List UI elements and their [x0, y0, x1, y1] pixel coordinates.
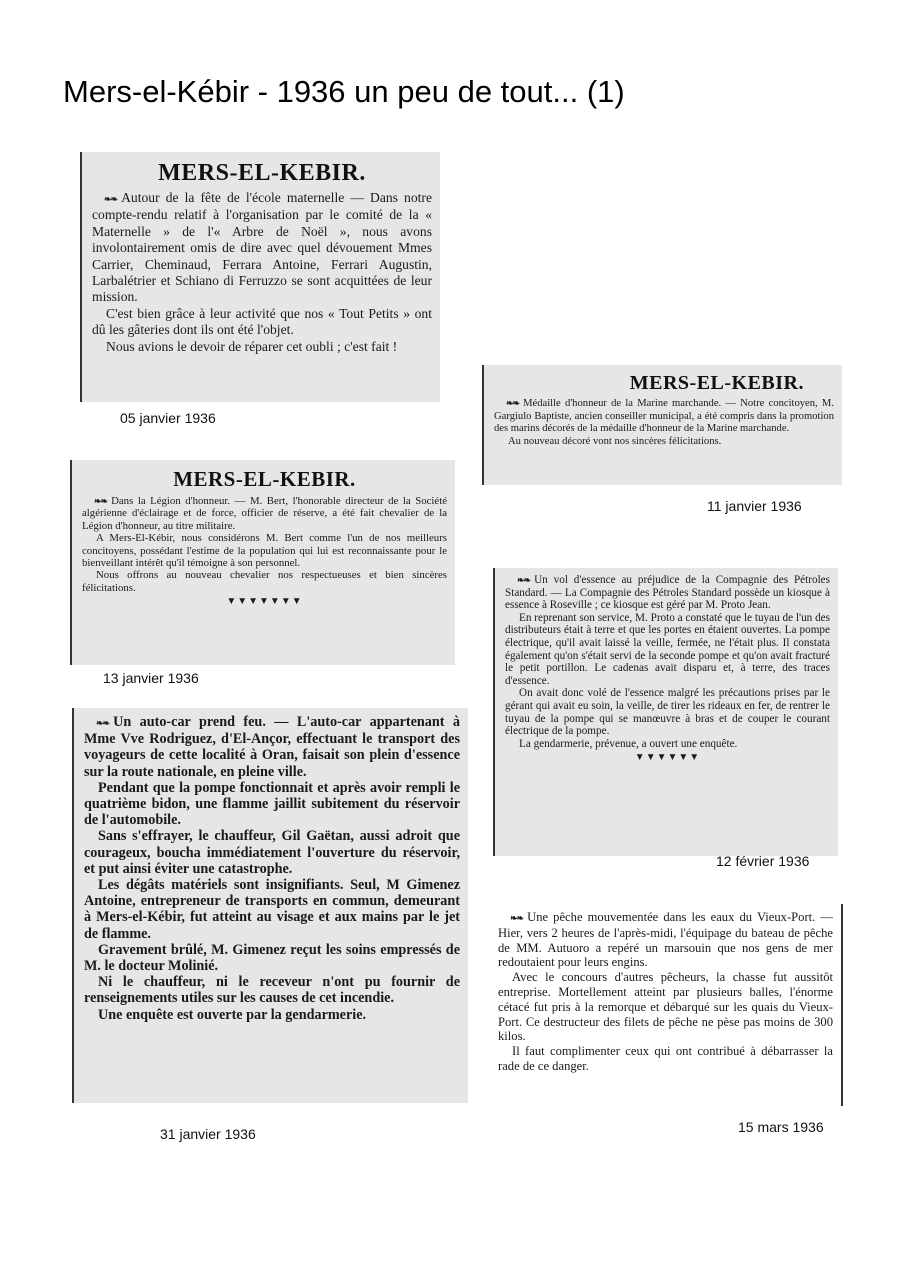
ornament-icon: ❧❧ [517, 575, 531, 585]
ornament-icon: ❧❧ [506, 398, 520, 408]
paragraph: Ni le chauffeur, ni le receveur n'ont pu fournir de renseignements utiles sur les causes de cet incendie. [84, 974, 460, 1007]
paragraph: ❧❧ Un vol d'essence au préjudice de la Compagnie des Pétroles Standard. — La Compagnie des Pétroles Standard possède un kiosque à essence à Roseville ; ce kiosque est géré par M. Proto Jean. [505, 574, 830, 612]
paragraph: C'est bien grâce à leur activité que nos « Tout Petits » ont dû les gâteries dont ils ont été l'objet. [92, 305, 432, 338]
paragraph: La gendarmerie, prévenue, a ouvert une enquête. [519, 737, 738, 750]
clipping-vol-essence [493, 568, 838, 856]
ornament-icon: ❧❧ [104, 194, 118, 204]
paragraph: Il faut complimenter ceux qui ont contribué à débarrasser la rade de ce danger. [498, 1044, 833, 1073]
paragraph: Nous offrons au nouveau chevalier nos respectueuses et bien sincères félicitations. [82, 569, 447, 594]
paragraph: Avec le concours d'autres pêcheurs, la chasse fut aussitôt entreprise. Mortellement atteint par plusieurs balles, l'énorme cétacé fut pris à la remorque et débarqué sur les quais du Vieux-Port. Ce destructeur des filets de pêche ne pèse pas moins de 300 kilos. [498, 970, 833, 1044]
clipping-date: 15 mars 1936 [738, 1119, 824, 1135]
clipping-body [84, 714, 460, 1023]
clipping-body [494, 397, 834, 448]
paragraph: Pendant que la pompe fonctionnait et après avoir rempli le quatrième bidon, une flamme jaillit subitement du réservoir de l'automobile. [84, 779, 460, 829]
ornament-icon: ❧❧ [510, 913, 524, 923]
paragraph: Sans s'effrayer, le chauffeur, Gil Gaëtan, aussi adroit que courageux, boucha immédiatement l'ouverture du réservoir, et put ainsi éviter une catastrophe. [84, 828, 460, 877]
clipping-heading: MERS-EL-KEBIR. [629, 372, 804, 394]
clipping-legion-honneur [70, 460, 455, 665]
paragraph: ❧❧ Médaille d'honneur de la Marine marchande. — Notre concitoyen, M. Gargiulo Baptiste, ancien conseiller municipal, a été compris dans la promotion des marins décorés de la médaille d'honneur de la Marine marchande. [494, 398, 834, 435]
clipping-maternelle [80, 152, 440, 402]
page-title: Mers-el-Kébir - 1936 un peu de tout... (1) [63, 74, 625, 109]
clipping-date: 12 février 1936 [716, 853, 810, 869]
paragraph: A Mers-El-Kébir, nous considérons M. Bert comme l'un de nos meilleurs concitoyens, possédant l'estime de la population qui lui est reconnaissante pour le bienveillant intérêt qu'il témoigne à son personnel. [82, 532, 447, 570]
clipping-peche-vieux-port [488, 904, 843, 1106]
clipping-heading: MERS-EL-KEBIR. [173, 467, 356, 491]
clipping-medaille-marine [482, 365, 842, 485]
ornament-icon: ❧❧ [94, 496, 108, 506]
paragraph: ❧❧ Un auto-car prend feu. — L'auto-car appartenant à Mme Vve Rodriguez, d'El-Ançor, effectuant le transport des voyageurs de cette localité à Oran, faisait son plein d'essence sur la route nationale, en pleine ville. [84, 714, 460, 780]
clipping-body [82, 495, 447, 594]
paragraph: Gravement brûlé, M. Gimenez reçut les soins empressés de M. le docteur Molinié. [84, 941, 460, 975]
paragraph: En reprenant son service, M. Proto a constaté que le tuyau de l'un des distributeurs était à terre et que les portes en étaient ouvertes. La pompe électrique, qu'il avait laissé la veille, fermée, ne l'était plus. Il constata également qu'on s'était servi de la seconde pompe et qu'on avait fracturé le petit portillon. Le cadenas avait disparu et, à terre, des traces d'essence. [505, 611, 830, 687]
clipping-date: 31 janvier 1936 [160, 1126, 256, 1142]
clipping-body [92, 190, 432, 355]
clipping-auto-car [72, 708, 468, 1103]
paragraph: ❧❧ Autour de la fête de l'école maternelle — Dans notre compte-rendu relatif à l'organisation par le comité de la « Maternelle » de l'« Arbre de Noël », nous avons involontairement omis de dire avec quel dévouement Mmes Carrier, Cheminaud, Ferrara Antoine, Ferrari Augustin, Larbalétrier et Schiano di Ferruzzo se sont acquittées de leur mission. [92, 190, 432, 305]
ornament-icon: ❧❧ [96, 718, 110, 728]
paragraph: ❧❧ Dans la Légion d'honneur. — M. Bert, l'honorable directeur de la Société algérienne d'éclairage et de force, officier de réserve, a été fait chevalier de la Légion d'honneur, au titre militaire. [82, 495, 447, 532]
clipping-body [505, 574, 830, 750]
clipping-date: 05 janvier 1936 [120, 410, 216, 426]
paragraph: Les dégâts matériels sont insignifiants. Seul, M Gimenez Antoine, entrepreneur de transports en commun, demeurant à Mers-el-Kébir, fut atteint au visage et aux mains par le jet de flamme. [84, 877, 460, 942]
separator-icon: ▼▼▼▼▼▼ [634, 752, 701, 764]
paragraph: On avait donc volé de l'essence malgré les précautions prises par le gérant qui avait eu soin, la veille, de tirer les rideaux en fer, de rentrer le tuyau de la pompe qui se manœuvre à bras et de couper le courant électrique de la pompe. [505, 687, 830, 738]
clipping-date: 11 janvier 1936 [707, 498, 802, 514]
paragraph: ❧❧ Une pêche mouvementée dans les eaux du Vieux-Port. — Hier, vers 2 heures de l'après-midi, l'équipage du bateau de pêche de MM. Autuoro a repéré un marsouin que nos gens de mer redoutaient pour leurs engins. [498, 910, 833, 970]
paragraph: Une enquête est ouverte par la gendarmerie. [98, 1006, 367, 1023]
paragraph: Au nouveau décoré vont nos sincères félicitations. [508, 435, 722, 447]
paragraph: Nous avions le devoir de réparer cet oubli ; c'est fait ! [106, 338, 398, 354]
clipping-date: 13 janvier 1936 [103, 670, 199, 686]
clipping-body [498, 910, 833, 1074]
clipping-heading: MERS-EL-KEBIR. [158, 160, 366, 186]
separator-icon: ▼▼▼▼▼▼▼ [226, 596, 303, 608]
